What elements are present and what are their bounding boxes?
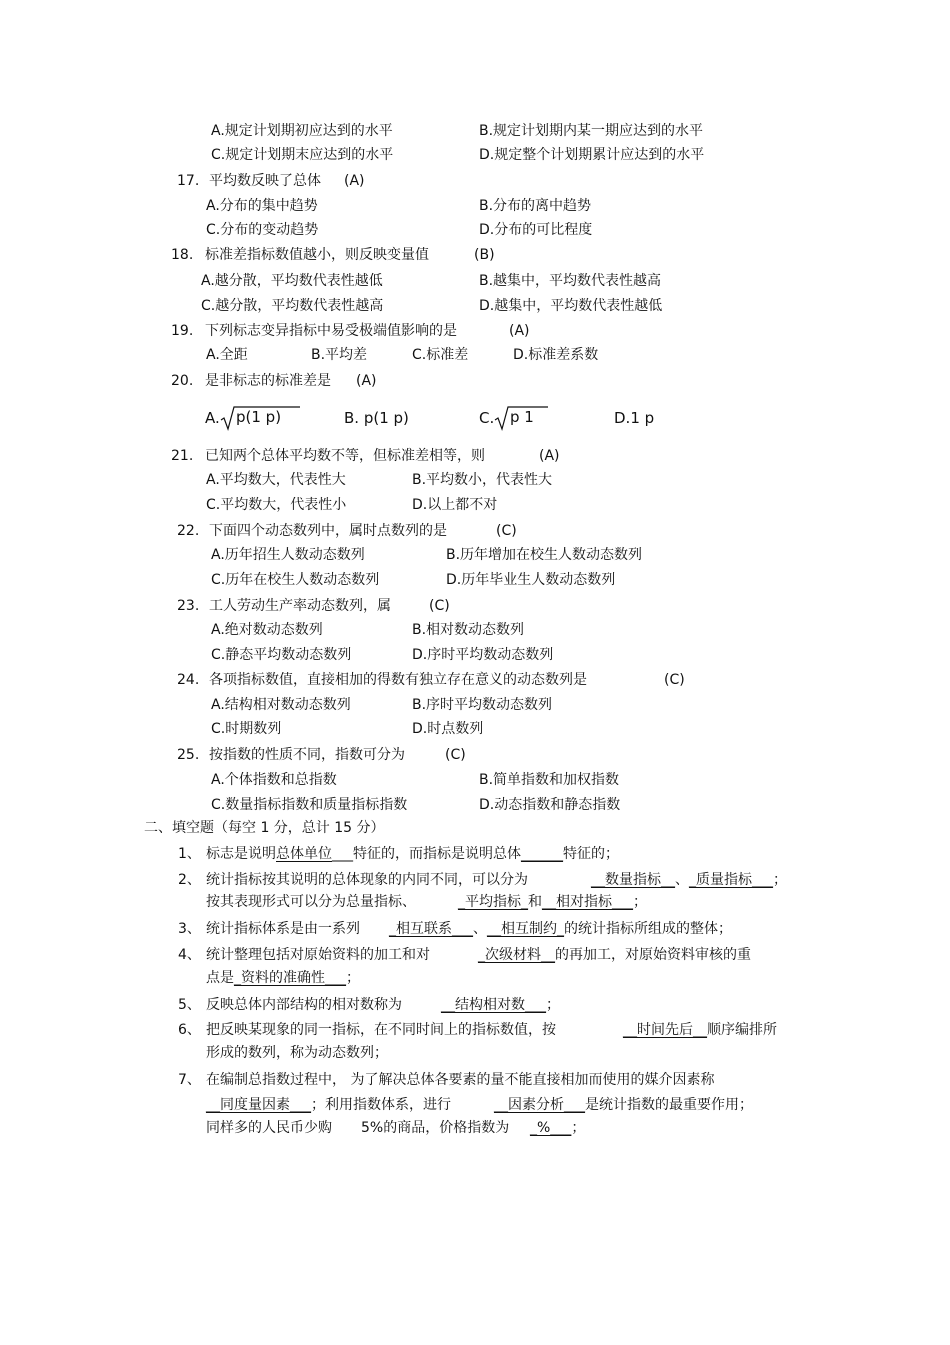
- blank-answer: __时间先后__: [623, 1022, 707, 1038]
- option-label: C.: [479, 409, 495, 427]
- blank-answer: 总体单位: [276, 846, 332, 862]
- blank-answer: __因素分析___: [494, 1097, 585, 1113]
- sentence-text: 同样多的人民币少购: [206, 1120, 332, 1136]
- blank-sentence: [494, 1095, 753, 1115]
- sentence-text: 统计整理包括对原始资料的加工和对: [206, 947, 430, 963]
- question-answer: (A): [356, 373, 377, 389]
- sentence-text: 反映总体内部结构的相对数称为: [206, 997, 402, 1013]
- option-text: D.分布的可比程度: [479, 222, 593, 238]
- blank-sentence: [206, 892, 416, 912]
- sentence-text: ___特征的，而指标是说明总体: [332, 846, 521, 862]
- sentence-text: 把反映某现象的同一指标，在不同时间上的指标数值，按: [206, 1022, 556, 1038]
- question-answer: (C): [429, 598, 450, 614]
- option-text: C.静态平均数动态数列: [211, 647, 352, 663]
- option-text: D.规定整个计划期累计应达到的水平: [479, 147, 705, 163]
- radicand-text: p(1 p): [236, 408, 282, 426]
- option-text: A.规定计划期初应达到的水平: [211, 123, 393, 139]
- blank-answer: __结构相对数___: [441, 997, 546, 1013]
- question-number: 24.: [177, 672, 200, 688]
- sentence-text: 和: [528, 894, 542, 910]
- blank-sentence: [206, 919, 360, 939]
- option-text: B.相对数动态数列: [412, 622, 525, 638]
- question-text: 是非标志的标准差是: [205, 373, 331, 389]
- option-text: C.数量指标指数和质量指标指数: [211, 797, 408, 813]
- sentence-text: ；: [546, 997, 560, 1013]
- question-number: 20.: [171, 373, 194, 389]
- blank-sentence: [206, 1095, 451, 1115]
- option-text: D.标准差系数: [513, 347, 599, 363]
- option-text: B.越集中，平均数代表性越高: [479, 273, 662, 289]
- question-answer: (C): [445, 747, 466, 763]
- sentence-text: 特征的；: [563, 846, 619, 862]
- sentence-text: 顺序编排所: [707, 1022, 777, 1038]
- option-text: A.历年招生人数动态数列: [211, 547, 365, 563]
- question-answer: (A): [344, 173, 365, 189]
- option-text: D.历年毕业生人数动态数列: [446, 572, 616, 588]
- square-root-formula: [220, 405, 302, 431]
- item-number: 5、: [178, 997, 201, 1013]
- option-text: D.时点数列: [412, 721, 484, 737]
- sentence-text: 、: [473, 921, 487, 937]
- question-text: 已知两个总体平均数不等，但标准差相等，则: [205, 448, 485, 464]
- blank-answer: _次级材料__: [478, 947, 555, 963]
- item-number: 7、: [178, 1072, 201, 1088]
- question-number: 21.: [171, 448, 194, 464]
- option-text: B. p(1 p): [344, 409, 409, 427]
- option-text: D.越集中，平均数代表性越低: [479, 298, 663, 314]
- question-text: 下列标志变异指标中易受极端值影响的是: [205, 323, 457, 339]
- item-number: 1、: [178, 846, 201, 862]
- option-text: C.分布的变动趋势: [206, 222, 319, 238]
- blank-answer: __相互制约_: [487, 921, 564, 937]
- blank-answer: _平均指标_: [458, 894, 528, 910]
- item-number: 6、: [178, 1022, 201, 1038]
- blank-sentence: [206, 1070, 714, 1090]
- option-text: A.个体指数和总指数: [211, 772, 337, 788]
- sentence-text: ；: [346, 970, 360, 986]
- sentence-text: 统计指标体系是由一系列: [206, 921, 360, 937]
- option-text: B.规定计划期内某一期应达到的水平: [479, 123, 704, 139]
- blank-sentence: [206, 1043, 388, 1063]
- blank-sentence: [206, 1118, 332, 1138]
- question-answer: (A): [539, 448, 560, 464]
- blank-sentence: [530, 1118, 585, 1138]
- question-answer: (C): [664, 672, 685, 688]
- option-text: C.标准差: [412, 347, 469, 363]
- question-number: 17.: [177, 173, 200, 189]
- sentence-text: ；: [773, 872, 787, 888]
- blank-sentence: [206, 945, 430, 965]
- blank-sentence: [206, 870, 528, 890]
- option-text: C.越分散，平均数代表性越高: [201, 298, 384, 314]
- blank-answer: __数量指标__: [591, 872, 675, 888]
- option-text: D.1 p: [614, 409, 655, 427]
- question-answer: (A): [509, 323, 530, 339]
- question-number: 25.: [177, 747, 200, 763]
- option-text: C.时期数列: [211, 721, 282, 737]
- option-text: D.以上都不对: [412, 497, 498, 513]
- option-text: B.平均差: [311, 347, 368, 363]
- option-text: C.平均数大，代表性小: [206, 497, 347, 513]
- sentence-text: 是统计指数的最重要作用；: [585, 1097, 753, 1113]
- option-text: A.结构相对数动态数列: [211, 697, 351, 713]
- item-number: 3、: [178, 921, 201, 937]
- question-number: 18.: [171, 247, 194, 263]
- option-text: A.分布的集中趋势: [206, 198, 318, 214]
- blank-answer: _质量指标___: [689, 872, 773, 888]
- square-root-formula: [494, 405, 552, 431]
- sentence-text: 的统计指标所组成的整体；: [564, 921, 732, 937]
- option-text: B.分布的离中趋势: [479, 198, 592, 214]
- blank-answer: __同度量因素___: [206, 1097, 311, 1113]
- question-text: 各项指标数值，直接相加的得数有独立存在意义的动态数列是: [209, 672, 587, 688]
- sentence-text: 统计指标按其说明的总体现象的内同不同，可以分为: [206, 872, 528, 888]
- sentence-text: 的再加工，对原始资料审核的重: [555, 947, 751, 963]
- option-text: D.动态指数和静态指数: [479, 797, 621, 813]
- option-text: B.序时平均数动态数列: [412, 697, 553, 713]
- option-text: A.平均数大，代表性大: [206, 472, 346, 488]
- blank-sentence: [441, 995, 560, 1015]
- question-number: 19.: [171, 323, 194, 339]
- option-text: B.简单指数和加权指数: [479, 772, 620, 788]
- option-text: C.规定计划期末应达到的水平: [211, 147, 394, 163]
- question-number: 22.: [177, 523, 200, 539]
- option-text: B.平均数小，代表性大: [412, 472, 553, 488]
- sentence-text: 、: [675, 872, 689, 888]
- blank-sentence: [478, 945, 751, 965]
- question-answer: (C): [496, 523, 517, 539]
- sentence-text: 标志是说明: [206, 846, 276, 862]
- blank-sentence: [206, 1020, 556, 1040]
- sentence-text: 5%的商品，价格指数为: [361, 1120, 510, 1136]
- sentence-text: 点是: [206, 970, 234, 986]
- blank-answer: __相对指标___: [542, 894, 633, 910]
- item-number: 4、: [178, 947, 201, 963]
- sentence-text: ；利用指数体系，进行: [311, 1097, 451, 1113]
- sentence-text: ；: [571, 1120, 586, 1136]
- blank-answer: ______: [521, 846, 563, 862]
- option-text: A.绝对数动态数列: [211, 622, 323, 638]
- blank-sentence: [361, 1118, 509, 1138]
- sentence-text: 形成的数列，称为动态数列；: [206, 1045, 388, 1061]
- blank-sentence: [458, 892, 647, 912]
- option-text: A.越分散，平均数代表性越低: [201, 273, 383, 289]
- blank-sentence: [591, 870, 787, 890]
- option-text: B.历年增加在校生人数动态数列: [446, 547, 643, 563]
- option-text: C.历年在校生人数动态数列: [211, 572, 380, 588]
- question-text: 标准差指标数值越小，则反映变量值: [205, 247, 429, 263]
- question-number: 23.: [177, 598, 200, 614]
- sentence-text: ；: [633, 894, 647, 910]
- blank-sentence: [206, 995, 402, 1015]
- item-number: 2、: [178, 872, 201, 888]
- option-label: A.: [205, 409, 220, 427]
- blank-answer: _%___: [530, 1120, 572, 1136]
- blank-sentence: [389, 919, 732, 939]
- blank-sentence: [206, 844, 619, 864]
- sentence-text: 按其表现形式可以分为总量指标、: [206, 894, 416, 910]
- question-text: 工人劳动生产率动态数列，属: [209, 598, 391, 614]
- option-text: A.全距: [206, 347, 248, 363]
- blank-sentence: [206, 968, 360, 988]
- blank-answer: _资料的准确性___: [234, 970, 346, 986]
- question-answer: (B): [474, 247, 495, 263]
- radicand-text: p 1: [510, 408, 534, 426]
- section-heading: 二、填空题（每空 1 分，总计 15 分）: [144, 820, 385, 836]
- question-text: 按指数的性质不同，指数可分为: [209, 747, 405, 763]
- question-text: 平均数反映了总体: [209, 173, 321, 189]
- sentence-text: 在编制总指数过程中， 为了解决总体各要素的量不能直接相加而使用的媒介因素称: [206, 1072, 715, 1088]
- option-text: D.序时平均数动态数列: [412, 647, 554, 663]
- question-text: 下面四个动态数列中，属时点数列的是: [209, 523, 447, 539]
- blank-answer: _相互联系___: [389, 921, 473, 937]
- blank-sentence: [623, 1020, 777, 1040]
